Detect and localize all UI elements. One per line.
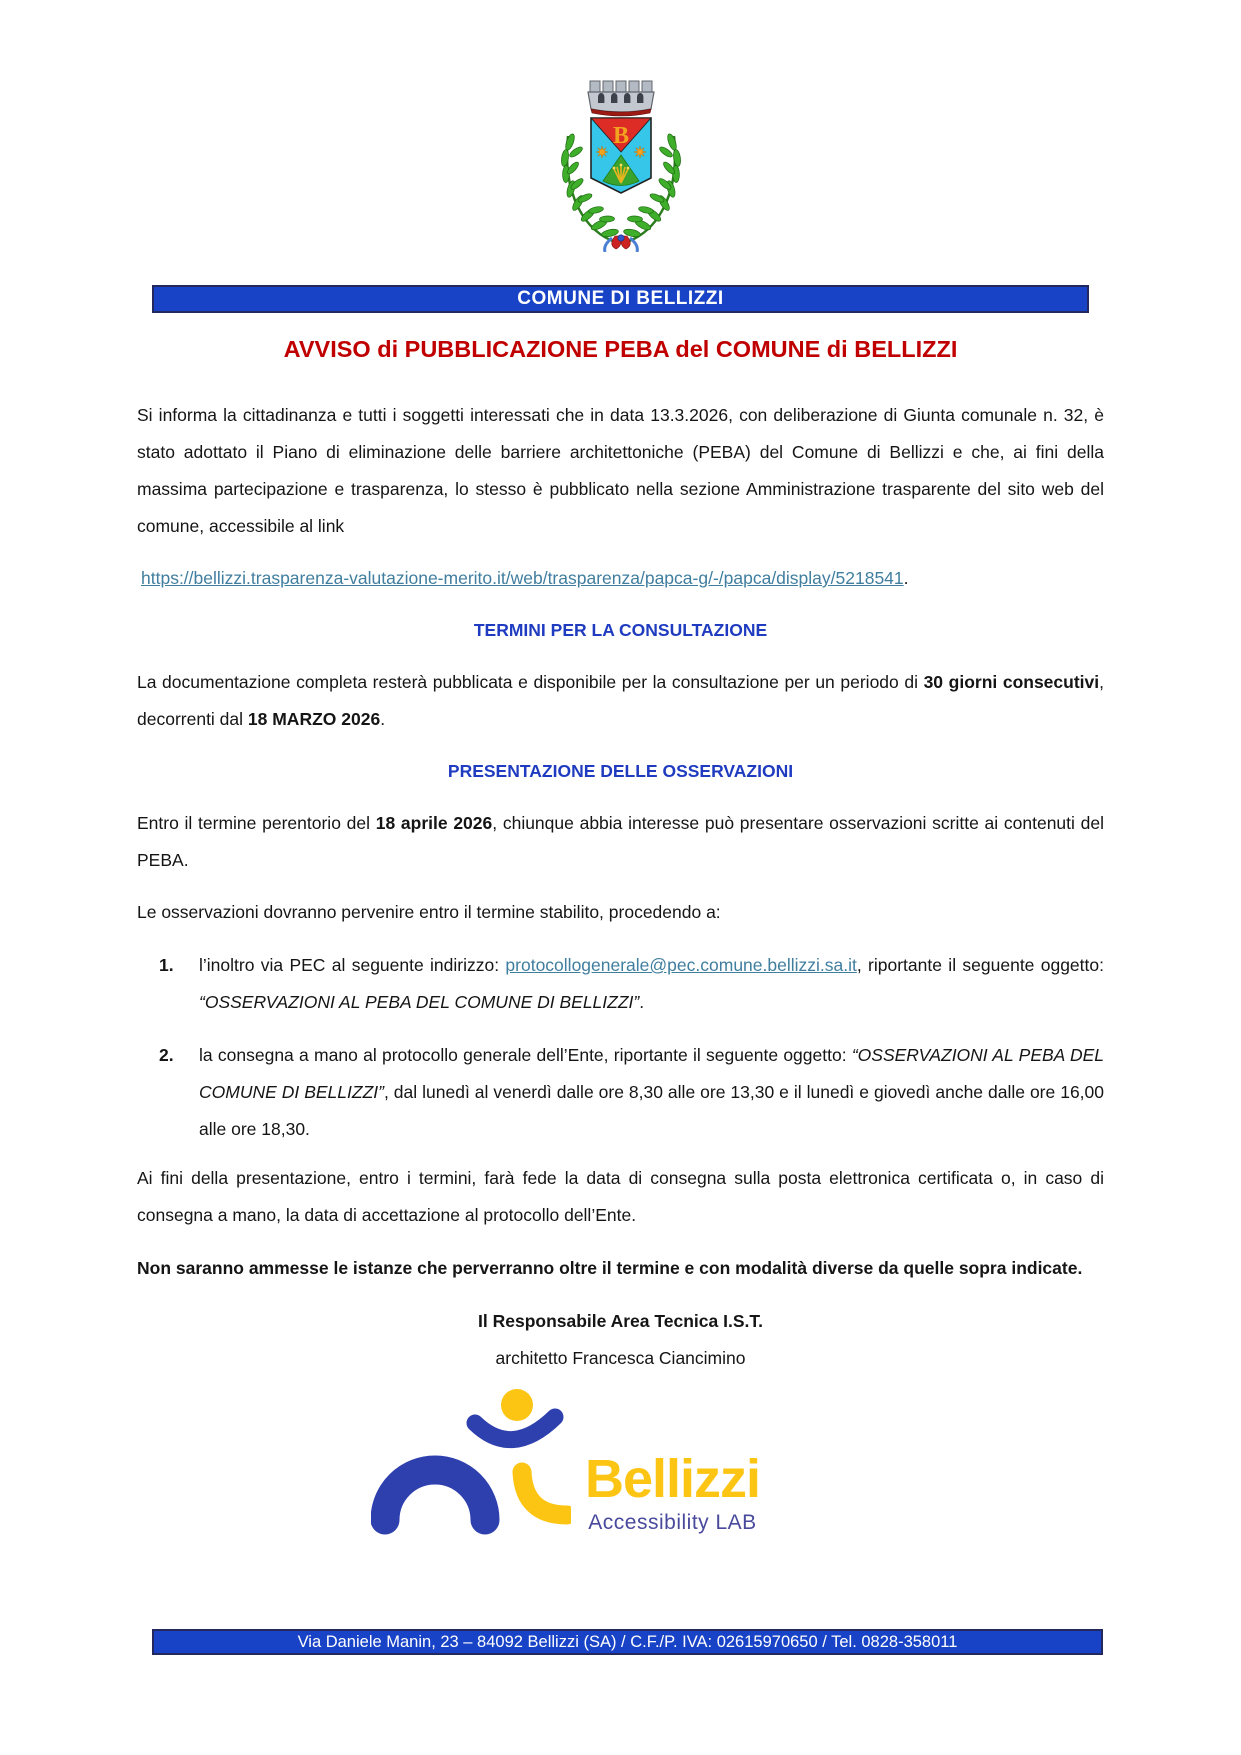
intro-text: Si informa la cittadinanza e tutti i soggetti interessati che in data 13.3.2026, con deliberazione di Giunta comunale n. 32, è stato adottato il Piano di eliminazione delle barriere architettoniche (PEBA) del Comune di Bellizzi e che, ai fini della massima partecipazione e trasparenza, lo stesso è pubblicato nella sezione Amministrazione trasparente del sito web del comune, accessibile al link (137, 405, 1104, 536)
list-number: 1. (159, 955, 174, 975)
ai-fini-paragraph: Ai fini della presentazione, entro i termini, farà fede la data di consegna sulla posta elettronica certificata o, in caso di consegna a mano, la data di accettazione al protocollo dell’Ente. (137, 1168, 1104, 1225)
pec-email-link[interactable]: protocollogenerale@pec.comune.bellizzi.sa.it (505, 955, 857, 975)
termini-paragraph (137, 664, 1104, 738)
entro-run: , chiunque abbia interesse può presentare osservazioni scritte ai contenuti del PEBA. (137, 813, 1104, 870)
header-banner-label: COMUNE DI BELLIZZI (517, 288, 724, 309)
link-period: . (903, 568, 909, 588)
item2-run: , dal lunedì al venerdì dalle ore 8,30 alle ore 13,30 e il lunedì e giovedì anche dalle ore 16,00 alle ore 18,30. (199, 1082, 1105, 1139)
coat-of-arms (0, 0, 1241, 252)
signature-block (137, 1303, 1104, 1377)
accessibility-lab-logo (371, 1387, 760, 1539)
procedendo-paragraph: Le osservazioni dovranno pervenire entro il termine stabilito, procedendo a: (137, 902, 721, 922)
signature-role: Il Responsabile Area Tecnica I.S.T. (478, 1311, 763, 1331)
entro-run: Entro il termine perentorio del (137, 813, 376, 833)
item1-run: l’inoltro via PEC al seguente indirizzo: (199, 955, 506, 975)
publication-link-line (137, 560, 1104, 597)
mural-crown-icon (588, 81, 654, 116)
intro-paragraph (137, 397, 1104, 545)
logo-head-icon (501, 1389, 533, 1421)
item1-run: , riportante il seguente oggetto: (856, 955, 1104, 975)
item2-subject-italic: “OSSERVAZIONI AL PEBA DEL COMUNE DI BELLIZZI” (199, 1045, 1104, 1102)
termini-run: . (380, 709, 386, 729)
logo-wordmark: Bellizzi (584, 1449, 761, 1509)
termini-bold-duration: 30 giorni consecutivi (923, 672, 1100, 692)
item1-subject-italic: “OSSERVAZIONI AL PEBA DEL COMUNE DI BELLIZZI” (199, 992, 640, 1012)
signature-name: architetto Francesca Ciancimino (495, 1348, 746, 1368)
list-number: 2. (159, 1045, 174, 1065)
entro-paragraph (137, 805, 1104, 879)
list-item (137, 1037, 1104, 1148)
termini-bold-date: 18 MARZO 2026 (247, 709, 381, 729)
accessibility-lab-logo-icon (371, 1387, 571, 1539)
list-item (137, 947, 1104, 1021)
termini-run: La documentazione completa resterà pubblicata e disponibile per la consultazione per un periodo di (137, 672, 924, 692)
footer-banner (152, 1629, 1103, 1655)
logo-leg-icon (522, 1472, 567, 1515)
heading-osservazioni: PRESENTAZIONE DELLE OSSERVAZIONI (447, 761, 794, 781)
entro-bold-date: 18 aprile 2026 (375, 813, 493, 833)
coat-of-arms-icon (546, 62, 696, 252)
item2-run: la consegna a mano al protocollo generale dell’Ente, riportante il seguente oggetto: (199, 1045, 852, 1065)
footer-address: Via Daniele Manin, 23 – 84092 Bellizzi (SA) / C.F./P. IVA: 02615970650 / Tel. 0828-358011 (297, 1633, 958, 1651)
shield-icon (591, 118, 651, 193)
non-ammesse-paragraph: Non saranno ammesse le istanze che perverranno oltre il termine e con modalità diverse da quelle sopra indicate. (137, 1258, 1083, 1278)
ribbon-icon (604, 235, 637, 252)
header-banner (152, 285, 1089, 313)
page-title: AVVISO di PUBBLICAZIONE PEBA del COMUNE di BELLIZZI (283, 336, 958, 362)
heading-termini: TERMINI PER LA CONSULTAZIONE (473, 620, 768, 640)
logo-tagline: Accessibility LAB (588, 1511, 757, 1534)
termini-run: , decorrenti dal (137, 672, 1104, 729)
shield-letter: B (612, 123, 629, 149)
item1-run: . (639, 992, 645, 1012)
publication-link[interactable]: https://bellizzi.trasparenza-valutazione-merito.it/web/trasparenza/papca-g/-/papca/display/5218541 (141, 568, 904, 588)
